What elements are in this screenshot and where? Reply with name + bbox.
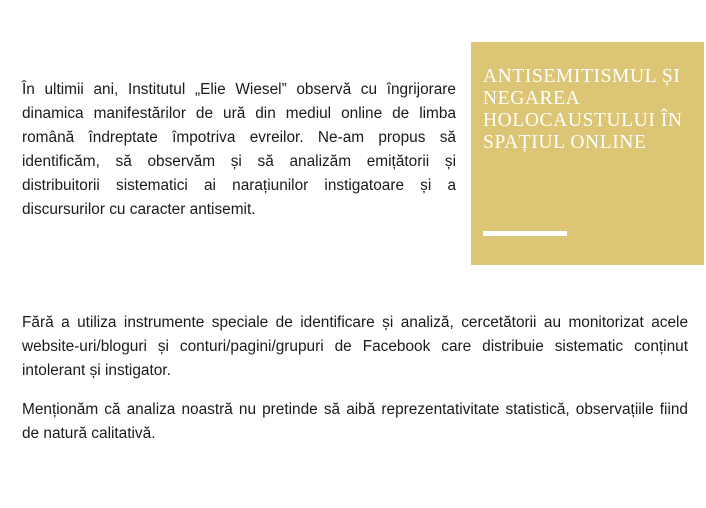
intro-paragraph: În ultimii ani, Institutul „Elie Wiesel” observă cu îngrijorare dinamica manifestărilor de ură din mediul online de limba română îndreptate împotriva evreilor. Ne-am propus să identificăm, să observăm și să analizăm emițătorii și distribuitorii sistematici ai narațiunilor instigatoare și a discursurilor cu caracter antisemit. — [22, 81, 456, 218]
title-box — [471, 42, 704, 265]
title-underline-rule — [483, 231, 567, 236]
method-paragraph: Fără a utiliza instrumente speciale de identificare și analiză, cercetătorii au monitorizat acele website-uri/bloguri și conturi/pagini/grupuri de Facebook care distribuie sistematic conținut intolerant și instigator. — [22, 314, 688, 379]
document-title: ANTISEMITISMUL ȘI NEGAREA HOLOCAUSTULUI ÎN SPAȚIUL ONLINE — [483, 66, 683, 153]
note-paragraph: Menționăm că analiza noastră nu pretinde să aibă reprezentativitate statistică, observațiile fiind de natură calitativă. — [22, 401, 688, 442]
